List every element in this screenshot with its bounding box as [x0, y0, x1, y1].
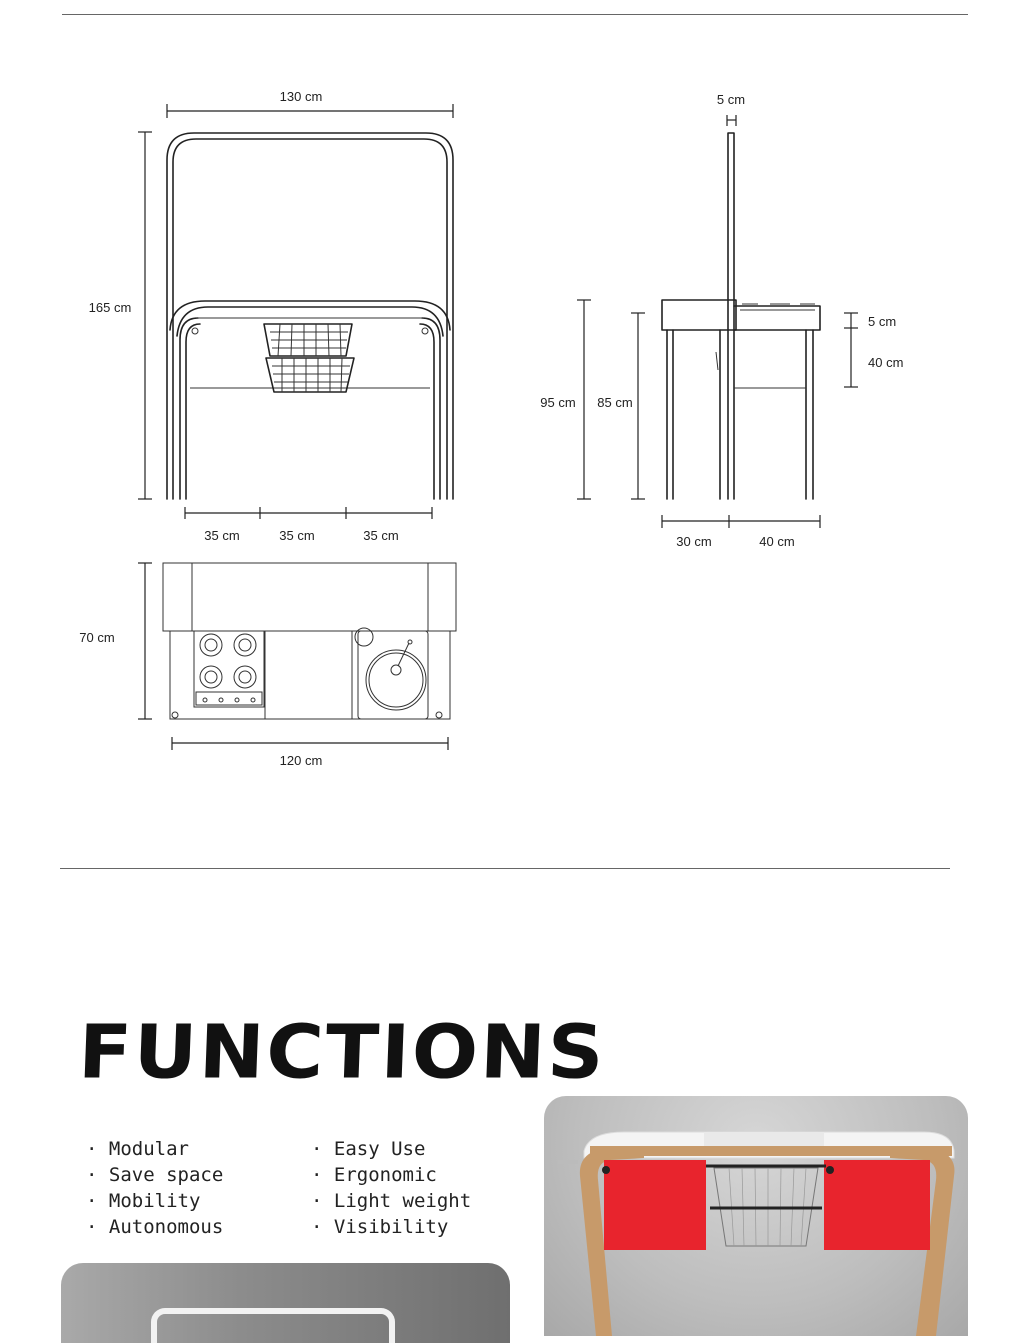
function-item: · Visibility [311, 1214, 471, 1240]
dim-front-height: 165 cm [88, 300, 132, 315]
dim-front-seg-3: 35 cm [363, 528, 399, 543]
function-item: · Easy Use [311, 1136, 471, 1162]
dim-side-top-thickness: 5 cm [868, 314, 897, 329]
dim-side-drawer: 40 cm [868, 355, 904, 370]
dim-side-depth-1: 30 cm [676, 534, 712, 549]
product-photo-right [544, 1096, 968, 1336]
function-item: · Save space [86, 1162, 223, 1188]
dim-side-total-height: 95 cm [540, 395, 576, 410]
side-view [540, 92, 903, 549]
functions-title: FUNCTIONS [76, 1010, 608, 1096]
dim-side-table-height: 85 cm [597, 395, 633, 410]
kitchen-unit-render [544, 1096, 968, 1336]
product-photo-left [61, 1263, 510, 1343]
red-cabinet-left [604, 1160, 706, 1250]
function-item: · Light weight [311, 1188, 471, 1214]
functions-list-left [86, 1136, 223, 1240]
function-item: · Ergonomic [311, 1162, 471, 1188]
function-item: · Modular [86, 1136, 223, 1162]
dim-plan-width: 120 cm [279, 753, 323, 768]
product-frame [151, 1308, 395, 1343]
dim-plan-depth: 70 cm [79, 630, 115, 645]
function-item: · Mobility [86, 1188, 223, 1214]
function-item: · Autonomous [86, 1214, 223, 1240]
dim-front-seg-1: 35 cm [204, 528, 240, 543]
dim-side-depth-2: 40 cm [759, 534, 795, 549]
functions-list-right [311, 1136, 471, 1240]
dim-front-seg-2: 35 cm [279, 528, 315, 543]
dim-side-top: 5 cm [716, 92, 746, 107]
plan-view [79, 563, 456, 768]
middle-divider [60, 868, 950, 869]
dim-front-width: 130 cm [279, 89, 323, 104]
red-cabinet-right [824, 1160, 930, 1250]
front-view [89, 89, 453, 543]
